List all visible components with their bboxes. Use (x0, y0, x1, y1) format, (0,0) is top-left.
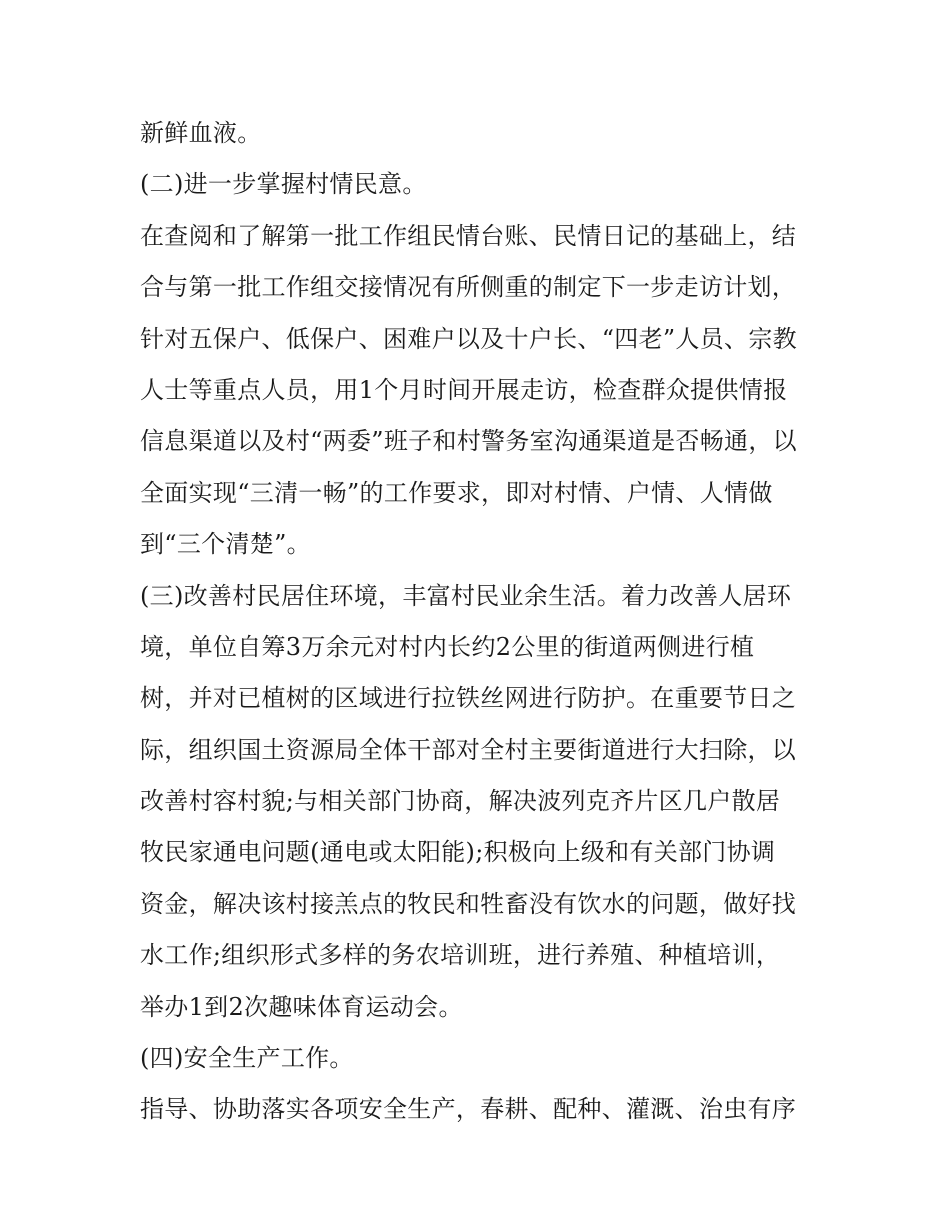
text-line: 举办1到2次趣味体育运动会。 (140, 992, 463, 1021)
text-line: 树，并对已植树的区域进行拉铁丝网进行防护。在重要节日之 (140, 684, 797, 713)
text-line: 在查阅和了解第一批工作组民情台账、民情日记的基础上，结 (140, 221, 797, 250)
text-line: 到“三个清楚”。 (140, 530, 311, 559)
text-line: 际，组织国土资源局全体干部对全村主要街道进行大扫除，以 (140, 735, 797, 764)
document-body (140, 108, 820, 1136)
text-line: 信息渠道以及村“两委”班子和村警务室沟通渠道是否畅通，以 (140, 427, 797, 456)
text-line: 指导、协助落实各项安全生产，春耕、配种、灌溉、治虫有序 (140, 1095, 797, 1124)
section-heading: (二)进一步掌握村情民意。 (140, 170, 427, 199)
text-line: 人士等重点人员，用1个月时间开展走访，检查群众提供情报 (140, 375, 788, 404)
text-line: 合与第一批工作组交接情况有所侧重的制定下一步走访计划， (140, 273, 797, 302)
text-line: 资金，解决该村接羔点的牧民和牲畜没有饮水的问题，做好找 (140, 889, 797, 918)
text-line: 境，单位自筹3万余元对村内长约2公里的街道两侧进行植 (140, 632, 755, 661)
text-line: 改善村容村貌;与相关部门协商，解决波列克齐片区几户散居 (140, 787, 781, 816)
section-heading: (四)安全生产工作。 (140, 1044, 354, 1073)
text-line: 全面实现“三清一畅”的工作要求，即对村情、户情、人情做 (140, 478, 773, 507)
text-line: 新鲜血液。 (140, 119, 262, 147)
text-line: 牧民家通电问题(通电或太阳能);积极向上级和有关部门协调 (140, 838, 776, 867)
text-line: 针对五保户、低保户、困难户以及十户长、“四老”人员、宗教 (140, 324, 797, 353)
section-heading: (三)改善村民居住环境，丰富村民业余生活。着力改善人居环 (140, 581, 792, 610)
text-line: 水工作;组织形式多样的务农培训班，进行养殖、种植培训， (140, 941, 781, 970)
